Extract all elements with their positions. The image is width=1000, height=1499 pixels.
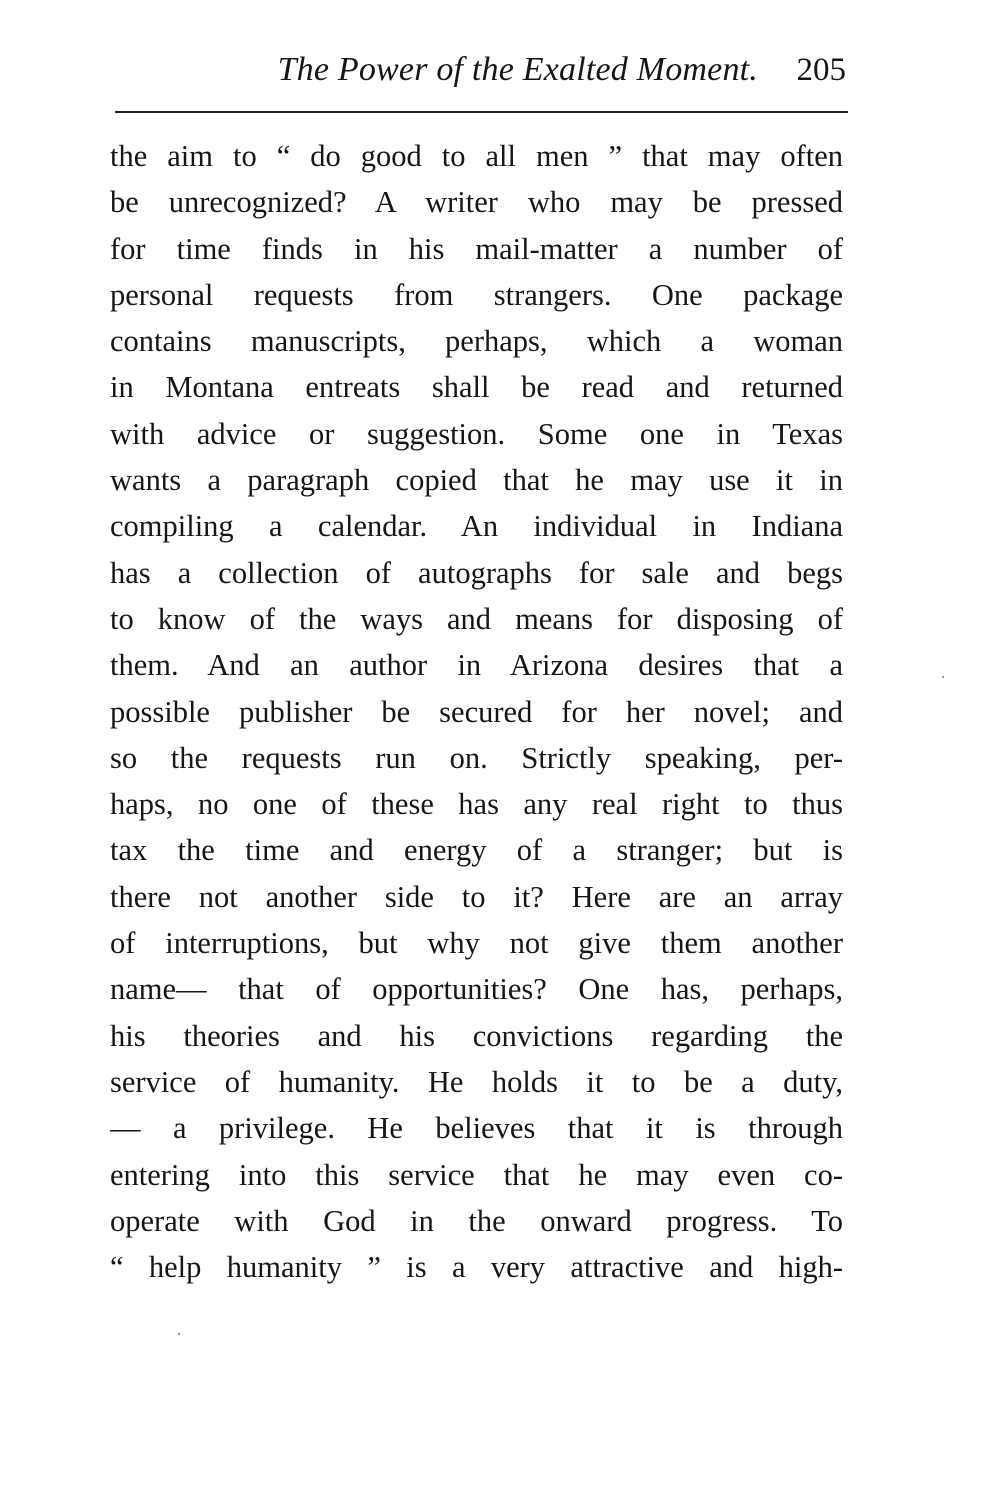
running-title: The Power of the Exalted Moment. bbox=[277, 51, 758, 88]
text-line: operate with God in the onward progress. To bbox=[110, 1203, 843, 1238]
header-rule bbox=[115, 111, 848, 113]
text-line: name— that of opportunities? One has, perhaps, bbox=[110, 972, 843, 1007]
text-line: to know of the ways and means for disposing of bbox=[110, 601, 843, 636]
text-line: service of humanity. He holds it to be a duty, bbox=[110, 1064, 843, 1099]
page-number: 205 bbox=[796, 52, 846, 88]
text-line: possible publisher be secured for her novel; and bbox=[110, 694, 843, 729]
text-line: has a collection of autographs for sale and begs bbox=[110, 555, 843, 590]
text-line: the aim to “ do good to all men ” that may often bbox=[110, 139, 843, 173]
text-line: be unrecognized? A writer who may be pressed bbox=[110, 185, 843, 220]
text-line: with advice or suggestion. Some one in Texas bbox=[110, 416, 843, 451]
text-line: of interruptions, but why not give them another bbox=[110, 926, 843, 961]
text-line: for time finds in his mail-matter a number of bbox=[110, 231, 843, 266]
text-line: them. And an author in Arizona desires that a bbox=[110, 648, 843, 683]
text-line: “ help humanity ” is a very attractive and high- bbox=[110, 1250, 843, 1285]
text-line: compiling a calendar. An individual in Indiana bbox=[110, 509, 843, 544]
scan-speck bbox=[942, 676, 944, 678]
body-text bbox=[110, 133, 843, 1290]
text-line: contains manuscripts, perhaps, which a woman bbox=[110, 324, 843, 359]
text-line: tax the time and energy of a stranger; but is bbox=[110, 833, 843, 868]
text-line: so the requests run on. Strictly speaking, per- bbox=[110, 740, 843, 775]
text-line: wants a paragraph copied that he may use it in bbox=[110, 463, 843, 498]
text-line: personal requests from strangers. One package bbox=[110, 277, 843, 312]
text-line: his theories and his convictions regarding the bbox=[110, 1018, 843, 1053]
text-line: entering into this service that he may even co- bbox=[110, 1157, 843, 1192]
text-line: haps, no one of these has any real right to thus bbox=[110, 787, 843, 822]
text-line: in Montana entreats shall be read and returned bbox=[110, 370, 843, 405]
scan-speck bbox=[178, 1333, 180, 1335]
text-line: there not another side to it? Here are an array bbox=[110, 879, 843, 914]
running-header bbox=[110, 48, 850, 98]
text-line: — a privilege. He believes that it is through bbox=[110, 1111, 843, 1146]
